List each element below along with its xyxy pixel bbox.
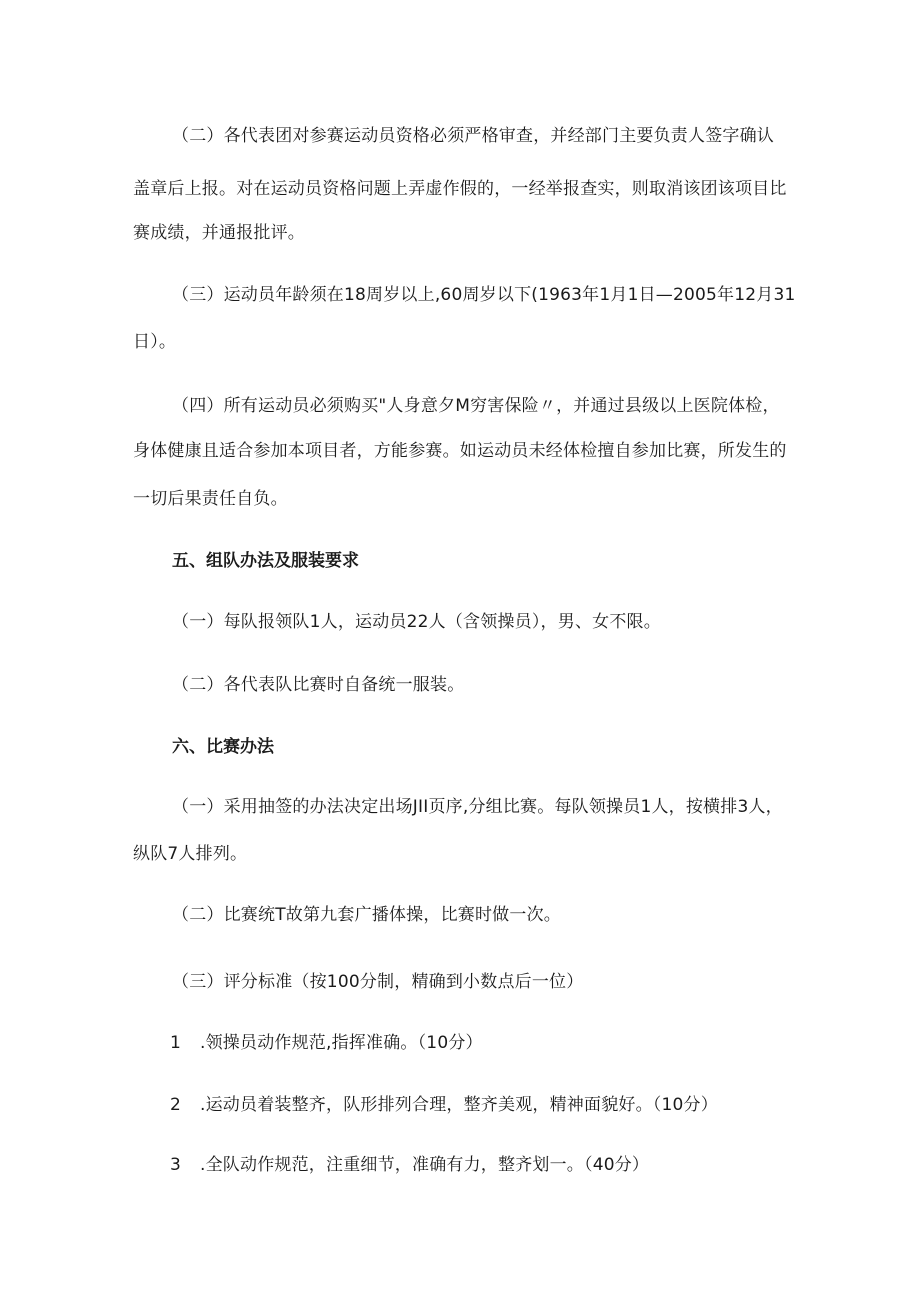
- para-2-4-line-2: 身体健康且适合参加本项目者，方能参赛。如运动员未经体检擅自参加比赛，所发生的: [133, 441, 787, 461]
- para-2-4-line-1: （四）所有运动员必须购买"人身意夕M穷害保险〃，并通过县级以上医院体检，: [172, 396, 780, 416]
- section-6-item-1-line-2: 纵队7人排列。: [133, 844, 248, 864]
- para-2-2-line-3: 赛成绩，并通报批评。: [133, 223, 305, 243]
- para-2-3-line-1: （三）运动员年龄须在18周岁以上,60周岁以下(1963年1月1日—2005年12月31: [172, 285, 796, 305]
- criteria-item: [170, 1031, 830, 1055]
- para-2-2-line-2: 盖章后上报。对在运动员资格问题上弄虚作假的，一经举报查实，则取消该团该项目比: [133, 179, 787, 199]
- section-6-item-2: （二）比赛统T故第九套广播体操，比赛时做一次。: [172, 905, 561, 925]
- criteria-item: [170, 1153, 830, 1177]
- para-2-3-line-2: 日）。: [133, 332, 177, 352]
- section-6-item-3: （三）评分标准（按100分制，精确到小数点后一位）: [172, 972, 584, 992]
- criteria-text: .领操员动作规范,指挥准确。（10分）: [200, 1033, 483, 1053]
- criteria-number: 2: [170, 1095, 182, 1115]
- section-5-item-1: （一）每队报领队1人，运动员22人（含领操员），男、女不限。: [172, 612, 661, 632]
- section-6-heading: 六、比赛办法: [172, 737, 274, 757]
- para-2-2-line-1: （二）各代表团对参赛运动员资格必须严格审查，并经部门主要负责人签字确认: [172, 126, 774, 146]
- criteria-number: 1: [170, 1033, 182, 1053]
- criteria-item: [170, 1093, 830, 1117]
- section-6-item-1-line-1: （一）采用抽签的办法决定出场JII页序,分组比赛。每队领操员1人，按横排3人，: [172, 797, 783, 817]
- criteria-number: 3: [170, 1155, 182, 1175]
- section-5-item-2: （二）各代表队比赛时自备统一服装。: [172, 675, 465, 695]
- criteria-text: .运动员着装整齐，队形排列合理，整齐美观，精神面貌好。（10分）: [200, 1095, 718, 1115]
- para-2-4-line-3: 一切后果责任自负。: [133, 489, 288, 509]
- section-5-heading: 五、组队办法及服装要求: [172, 551, 359, 571]
- criteria-text: .全队动作规范，注重细节，准确有力，整齐划一。（40分）: [200, 1155, 650, 1175]
